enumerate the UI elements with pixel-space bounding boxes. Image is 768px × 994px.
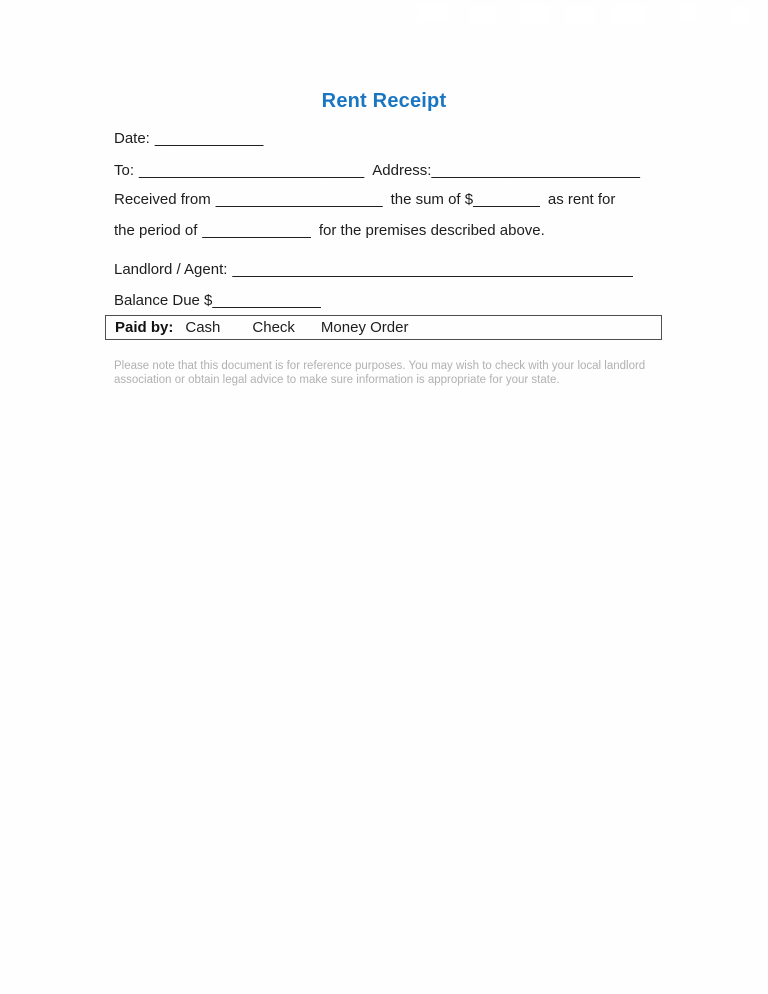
address-label: Address: (372, 162, 432, 179)
paid-by-label: Paid by: (115, 319, 174, 336)
received-from-text: Received from (114, 191, 211, 208)
premises-text: for the premises described above. (318, 222, 545, 239)
as-rent-for-text: as rent for (547, 191, 616, 208)
sum-of-text: the sum of $ (390, 191, 474, 208)
period-line (114, 222, 545, 239)
landlord-agent-blank-field: ________________________________________________ (232, 261, 633, 278)
paid-by-option-check: Check (252, 319, 295, 336)
sum-blank-field: ________ (473, 191, 540, 208)
period-text: the period of (114, 222, 198, 239)
balance-due-label: Balance Due $ (114, 292, 213, 309)
period-blank-field: _____________ (202, 222, 311, 239)
date-blank-field: _____________ (154, 130, 264, 147)
paid-by-option-cash: Cash (185, 319, 221, 336)
document-title: Rent Receipt (321, 90, 447, 112)
received-from-line (114, 191, 615, 208)
disclaimer-note: Please note that this document is for reference purposes. You may wish to check with your local landlord association or obtain legal advice to make sure information is appropriate for your state. (114, 360, 646, 386)
balance-due-line (114, 292, 321, 309)
balance-due-blank-field: _____________ (212, 292, 321, 309)
to-blank-field: ___________________________ (139, 162, 365, 179)
to-label: To: (114, 162, 135, 179)
to-address-line (114, 162, 640, 179)
landlord-agent-line (114, 261, 633, 278)
date-line (114, 130, 263, 147)
landlord-agent-label: Landlord / Agent: (114, 261, 228, 278)
date-label: Date: (114, 130, 150, 147)
received-from-blank-field: ____________________ (215, 191, 383, 208)
address-blank-field: _________________________ (431, 162, 641, 179)
paid-by-option-money-order: Money Order (320, 319, 409, 336)
paid-by-box (105, 315, 662, 340)
faint-watermark-artifacts (0, 0, 768, 30)
